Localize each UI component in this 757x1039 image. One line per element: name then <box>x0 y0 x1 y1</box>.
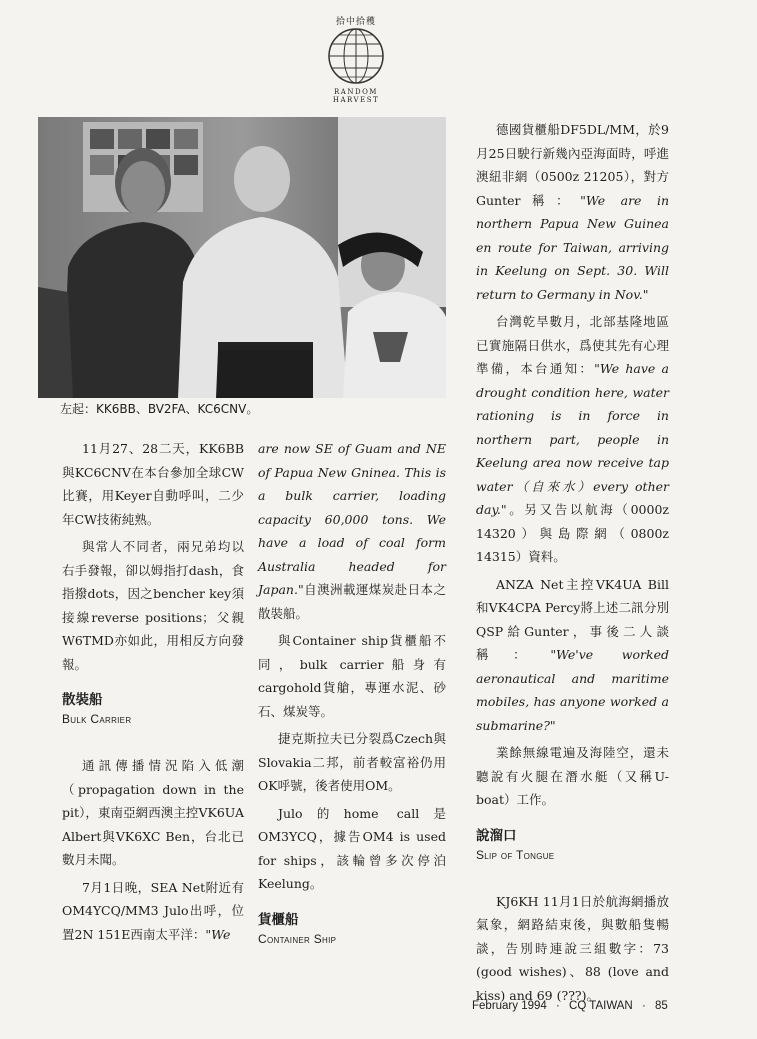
section-heading-bulk-carrier-en: Bulk Carrier <box>62 712 132 726</box>
col2-paragraph-1-text: 自澳洲載運煤炭赴日本之散裝船。 <box>258 582 446 621</box>
random-harvest-logo <box>316 8 396 104</box>
col2-paragraph-1-quote: are now SE of Guam and NE of Papua New Gninea. This is a bulk carrier, loading capacity 60,000 tons. We have a load of coal form Australia headed for Japan." <box>258 441 446 597</box>
col3-paragraph-1-quote: "We are in northern Papua New Guinea en route for Taiwan, arriving in Keelung on Sept. 30. Will return to Germany in Nov." <box>476 192 670 302</box>
footer-page-number: 85 <box>654 1000 668 1012</box>
col3-paragraph-2-text: 台灣乾旱數月，北部基隆地區已實施隔日供水，爲使其先有心理準備，本台通知： <box>476 314 669 376</box>
col3-paragraph-5: KJ6KH 11月1日於航海網播放氣象，網路結束後，與數船隻暢談，告別時連說三組數字：73 (good wishes)、88 (love and kiss) and 69 (???)。 <box>476 893 669 1003</box>
logo-text-en: RANDOM HARVEST <box>332 88 380 104</box>
col3-paragraph-2-quote: "We have a drought condition here, water rationing is in force in northern part, people in Keelung area now receive tap water（自來水）every other day." <box>476 361 669 517</box>
col3-paragraph-4: 業餘無線電遍及海陸空，還未聽說有火腿在潛水艇（又稱U-boat）工作。 <box>476 745 669 807</box>
col1-paragraph-4-text: 7月1日晚，SEA Net附近有OM4YCQ/MM3 Julo出呼，位置2N 151E西南太平洋： <box>62 879 244 942</box>
footer-date: February 1994 <box>472 1000 547 1012</box>
section-heading-slip-of-tongue-en: Slip of Tongue <box>476 847 555 862</box>
footer-separator-1: · <box>556 1000 560 1012</box>
page-footer <box>472 1000 674 1012</box>
footer-magazine: CQ TAIWAN <box>569 1000 633 1012</box>
col3-paragraph-3-quote: "We've worked aeronautical and maritime mobiles, has anyone worked a submarine?" <box>476 647 669 733</box>
section-heading-slip-of-tongue-cn: 說溜口 <box>476 827 517 844</box>
column-2 <box>258 437 446 974</box>
col3-paragraph-3-text: ANZA Net主控VK4UA Bill和VK4CPA Percy將上述二訊分別QSP給Gunter，事後二人談稱： <box>476 576 669 662</box>
col1-paragraph-3: 通訊傳播情況陷入低潮（propagation down in the pit），東南亞網西澳主控VK6UA Albert與VK6XC Ben，台北已數月未聞。 <box>62 758 244 867</box>
col2-paragraph-4: Julo的home call是OM3YCQ，據告OM4 is used for ships，該輪曾多次停泊Keelung。 <box>258 805 446 891</box>
col3-paragraph-2 <box>476 310 669 569</box>
col3-paragraph-1 <box>476 118 669 306</box>
col1-paragraph-4-quote: "We <box>205 926 231 942</box>
column-1 <box>62 437 244 950</box>
photo <box>38 117 446 398</box>
logo-text-cn: 拾中拾穫 <box>335 17 376 27</box>
column-3 <box>476 118 669 1011</box>
footer-separator-2: · <box>641 1000 646 1012</box>
section-heading-container-ship-en: Container Ship <box>258 931 337 946</box>
col2-paragraph-3: 捷克斯拉夫已分裂爲Czech與Slovakia二邦，前者較富裕仍用OK呼號，後者使用OM。 <box>258 731 446 793</box>
section-heading-bulk-carrier-cn: 散裝船 <box>62 692 103 708</box>
col3-paragraph-1-text: 德國貨櫃船DF5DL/MM，於9月25日駛行新幾內亞海面時，呼進澳紐非網（0500z 21205），對方Gunter稱： <box>476 122 669 208</box>
photo-caption: 左起：KK6BB、BV2FA、KC6CNV。 <box>60 402 259 416</box>
col2-paragraph-2: 與Container ship貨櫃船不同，bulk carrier船身有cargohold貨艙，專運水泥、砂石、煤炭等。 <box>258 633 446 719</box>
col1-paragraph-2: 與常人不同者，兩兄弟均以右手發報，卻以姆指打dash，食指撥dots，因之bencher key須接線reverse positions；父親W6TMD亦如此，用相反方向發報。 <box>62 539 244 672</box>
col3-paragraph-3 <box>476 573 669 738</box>
section-heading-container-ship-cn: 貨櫃船 <box>258 911 299 928</box>
col1-paragraph-4 <box>62 876 244 947</box>
col2-paragraph-1 <box>258 437 446 625</box>
col3-paragraph-2-tail: 。另又告以航海（0000z 14320）與島際網（0800z 14315）資料。 <box>476 502 669 564</box>
photo-image <box>38 117 446 398</box>
col1-paragraph-1: 11月27、28二天，KK6BB與KC6CNV在本台參加全球CW比賽，用Keyer自動呼叫，二少年CW技術純熟。 <box>62 441 244 527</box>
